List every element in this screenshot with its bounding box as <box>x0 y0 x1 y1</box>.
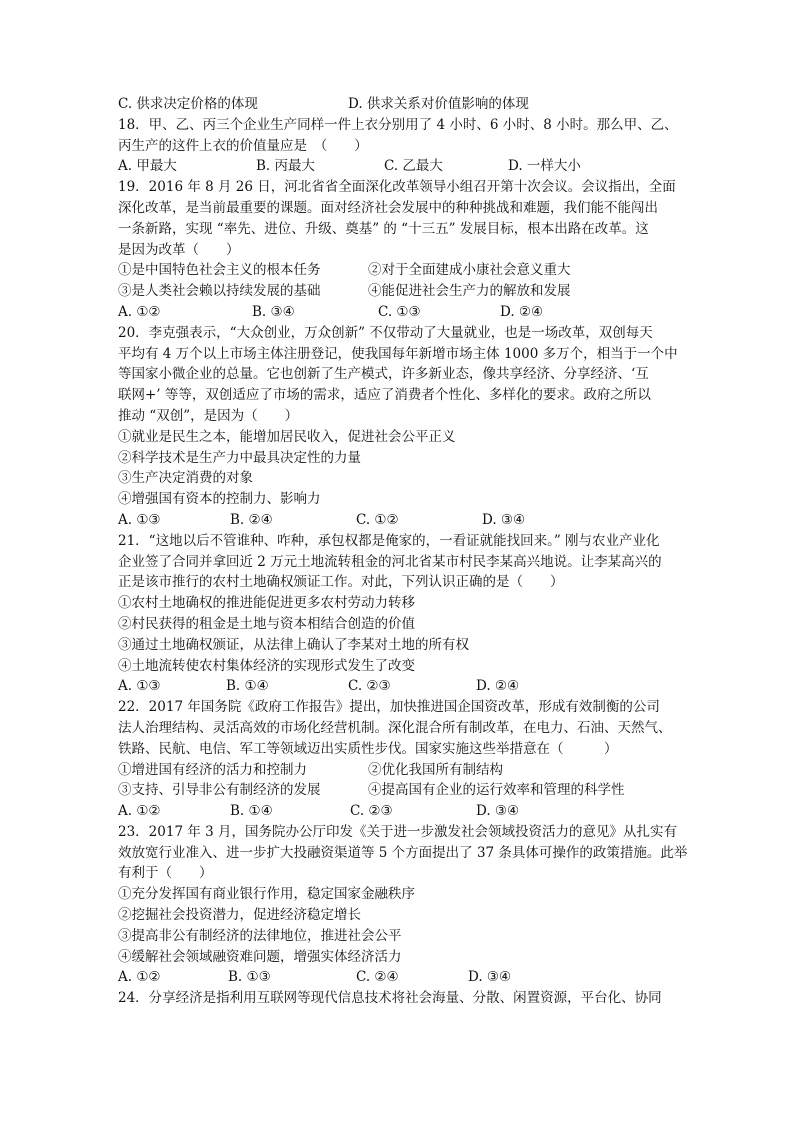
exam-page <box>118 94 688 1009</box>
q23-line: 有利于（ ） <box>118 865 213 882</box>
q20-option-a: A. ①③ <box>118 511 161 528</box>
q20-line: 推动 “双创”，是因为（ ） <box>118 407 299 424</box>
q20-options <box>118 510 678 531</box>
q23-option-a: A. ①② <box>118 969 161 986</box>
question-18 <box>118 115 678 177</box>
q19-line: 19．2016 年 8 月 26 日，河北省省全面深化改革领导小组召开第十次会议。会议指出，全面 <box>118 179 676 196</box>
q23-item: ④缓解社会领域融资难问题，增强实体经济活力 <box>118 948 402 965</box>
q20-item: ①就业是民生之本，能增加居民收入，促进社会公平正义 <box>118 428 456 445</box>
q21-option-b: B. ①④ <box>226 678 269 695</box>
q18-options <box>118 156 678 177</box>
q22-option-a: A. ①② <box>118 803 161 820</box>
q20-line: 平均有 4 万个以上市场主体注册登记，使我国每年新增市场主体 1000 多万个，相当于一个中 <box>118 345 678 362</box>
q19-line: 深化改革，是当前最重要的课题。面对经济社会发展中的种种挑战和难题，我们能不能闯出 <box>118 199 658 216</box>
q19-items-row <box>118 260 678 281</box>
q22-items-row <box>118 780 678 801</box>
q21-option-c: C. ②③ <box>348 678 391 695</box>
q21-item: ①农村土地确权的推进能促进更多农村劳动力转移 <box>118 595 415 612</box>
question-19 <box>118 177 678 323</box>
q18-option-c: C. 乙最大 <box>384 158 443 175</box>
q22-line: 法人治理结构、灵活高效的市场化经营机制。深化混合所有制改革，在电力、石油、天然气、 <box>118 719 672 736</box>
question-22 <box>118 697 678 822</box>
q23-option-d: D. ③④ <box>468 969 512 986</box>
q17-options <box>118 94 678 115</box>
q22-line: 22．2017 年国务院《政府工作报告》提出，加快推进国企国资改革，形成有效制衡的公司 <box>118 699 660 716</box>
q20-line: 等国家小微企业的总量。它也创新了生产模式，许多新业态，像共享经济、分享经济、‘互 <box>118 366 649 383</box>
q22-option-b: B. ①④ <box>230 803 273 820</box>
q19-line: 一条新路，实现 “率先、进位、升级、奠基” 的 “十三五” 发展目标，根本出路在改革。这 <box>118 220 649 237</box>
q20-line: 20．李克强表示，“大众创业，万众创新” 不仅带动了大量就业，也是一场改革，双创每天 <box>118 324 653 341</box>
q20-item: ②科学技术是生产力中最具决定性的力量 <box>118 449 361 466</box>
q23-line: 23．2017 年 3 月，国务院办公厅印发《关于进一步激发社会领域投资活力的意见》从扎实有 <box>118 823 677 840</box>
q22-option-d: D. ③④ <box>476 803 520 820</box>
q19-item-3: ③是人类社会赖以持续发展的基础 <box>118 283 321 300</box>
question-23 <box>118 822 688 988</box>
q23-item: ③提高非公有制经济的法律地位，推进社会公平 <box>118 927 402 944</box>
q22-item-1: ①增进国有经济的活力和控制力 <box>118 761 307 778</box>
q21-line: 正是该市推行的农村土地确权颁证工作。对此，下列认识正确的是（ ） <box>118 574 564 591</box>
q23-item: ②挖掘社会投资潜力，促进经济稳定增长 <box>118 907 361 924</box>
q22-item-4: ④提高国有企业的运行效率和管理的科学性 <box>368 782 625 799</box>
q24-line: 24．分享经济是指利用互联网等现代信息技术将社会海量、分散、闲置资源，平台化、协同 <box>118 990 662 1007</box>
q19-item-2: ②对于全面建成小康社会意义重大 <box>368 262 571 279</box>
question-24 <box>118 988 678 1009</box>
q19-option-c: C. ①③ <box>378 303 421 320</box>
q18-option-d: D. 一样大小 <box>508 158 581 175</box>
q21-item: ②村民获得的租金是土地与资本相结合创造的价值 <box>118 615 415 632</box>
q20-item: ③生产决定消费的对象 <box>118 470 253 487</box>
q21-line: 企业签了合同并拿回近 2 万元土地流转租金的河北省某市村民李某高兴地说。让李某高兴的 <box>118 553 662 570</box>
q23-option-c: C. ②④ <box>356 969 399 986</box>
question-21 <box>118 531 678 697</box>
q22-items-row <box>118 760 678 781</box>
q19-option-b: B. ③④ <box>252 303 295 320</box>
q21-option-a: A. ①③ <box>118 678 161 695</box>
q19-item-4: ④能促进社会生产力的解放和发展 <box>368 283 571 300</box>
q22-item-3: ③支持、引导非公有制经济的发展 <box>118 782 321 799</box>
q18-line: 18．甲、乙、丙三个企业生产同样一件上衣分别用了 4 小时、6 小时、8 小时。那么甲、乙、 <box>118 116 678 133</box>
q23-line: 效放宽行业准入、进一步扩大投融资渠道等 5 个方面提出了 37 条具体可操作的政策措施。此举 <box>118 844 688 861</box>
q22-item-2: ②优化我国所有制结构 <box>368 761 503 778</box>
q23-options <box>118 967 678 988</box>
q22-option-c: C. ②③ <box>350 803 393 820</box>
q20-option-b: B. ②④ <box>230 511 273 528</box>
q17-option-c: C. 供求决定价格的体现 <box>118 96 258 112</box>
q23-option-b: B. ①③ <box>228 969 271 986</box>
q19-items-row <box>118 281 678 302</box>
q20-option-c: C. ①② <box>356 511 399 528</box>
q20-line: 联网+’ 等等，双创适应了市场的需求，适应了消费者个性化、多样化的要求。政府之所以 <box>118 387 651 404</box>
q18-option-a: A. 甲最大 <box>118 158 177 175</box>
q19-options <box>118 302 678 323</box>
q19-option-d: D. ②④ <box>500 303 544 320</box>
q19-item-1: ①是中国特色社会主义的根本任务 <box>118 262 321 279</box>
q21-item: ③通过土地确权颁证，从法律上确认了李某对土地的所有权 <box>118 636 469 653</box>
q23-item: ①充分发挥国有商业银行作用，稳定国家金融秩序 <box>118 886 415 903</box>
q18-option-b: B. 丙最大 <box>256 158 316 175</box>
q20-option-d: D. ③④ <box>482 511 526 528</box>
q21-option-d: D. ②④ <box>476 678 520 695</box>
q22-options <box>118 801 678 822</box>
q21-options <box>118 676 678 697</box>
q17-option-d: D. 供求关系对价值影响的体现 <box>348 96 529 112</box>
q19-line: 是因为改革（ ） <box>118 241 240 258</box>
q21-item: ④土地流转使农村集体经济的实现形式发生了改变 <box>118 657 415 674</box>
q18-line: 丙生产的这件上衣的价值量应是 （ ） <box>118 137 368 154</box>
q20-item: ④增强国有资本的控制力、影响力 <box>118 491 321 508</box>
question-20 <box>118 323 678 531</box>
q19-option-a: A. ①② <box>118 303 161 320</box>
q21-line: 21．“这地以后不管谁种、咋种，承包权都是俺家的，一看证就能找回来。” 刚与农业产业化 <box>118 532 660 549</box>
q22-line: 铁路、民航、电信、军工等领域迈出实质性步伐。国家实施这些举措意在（ ） <box>118 740 618 757</box>
